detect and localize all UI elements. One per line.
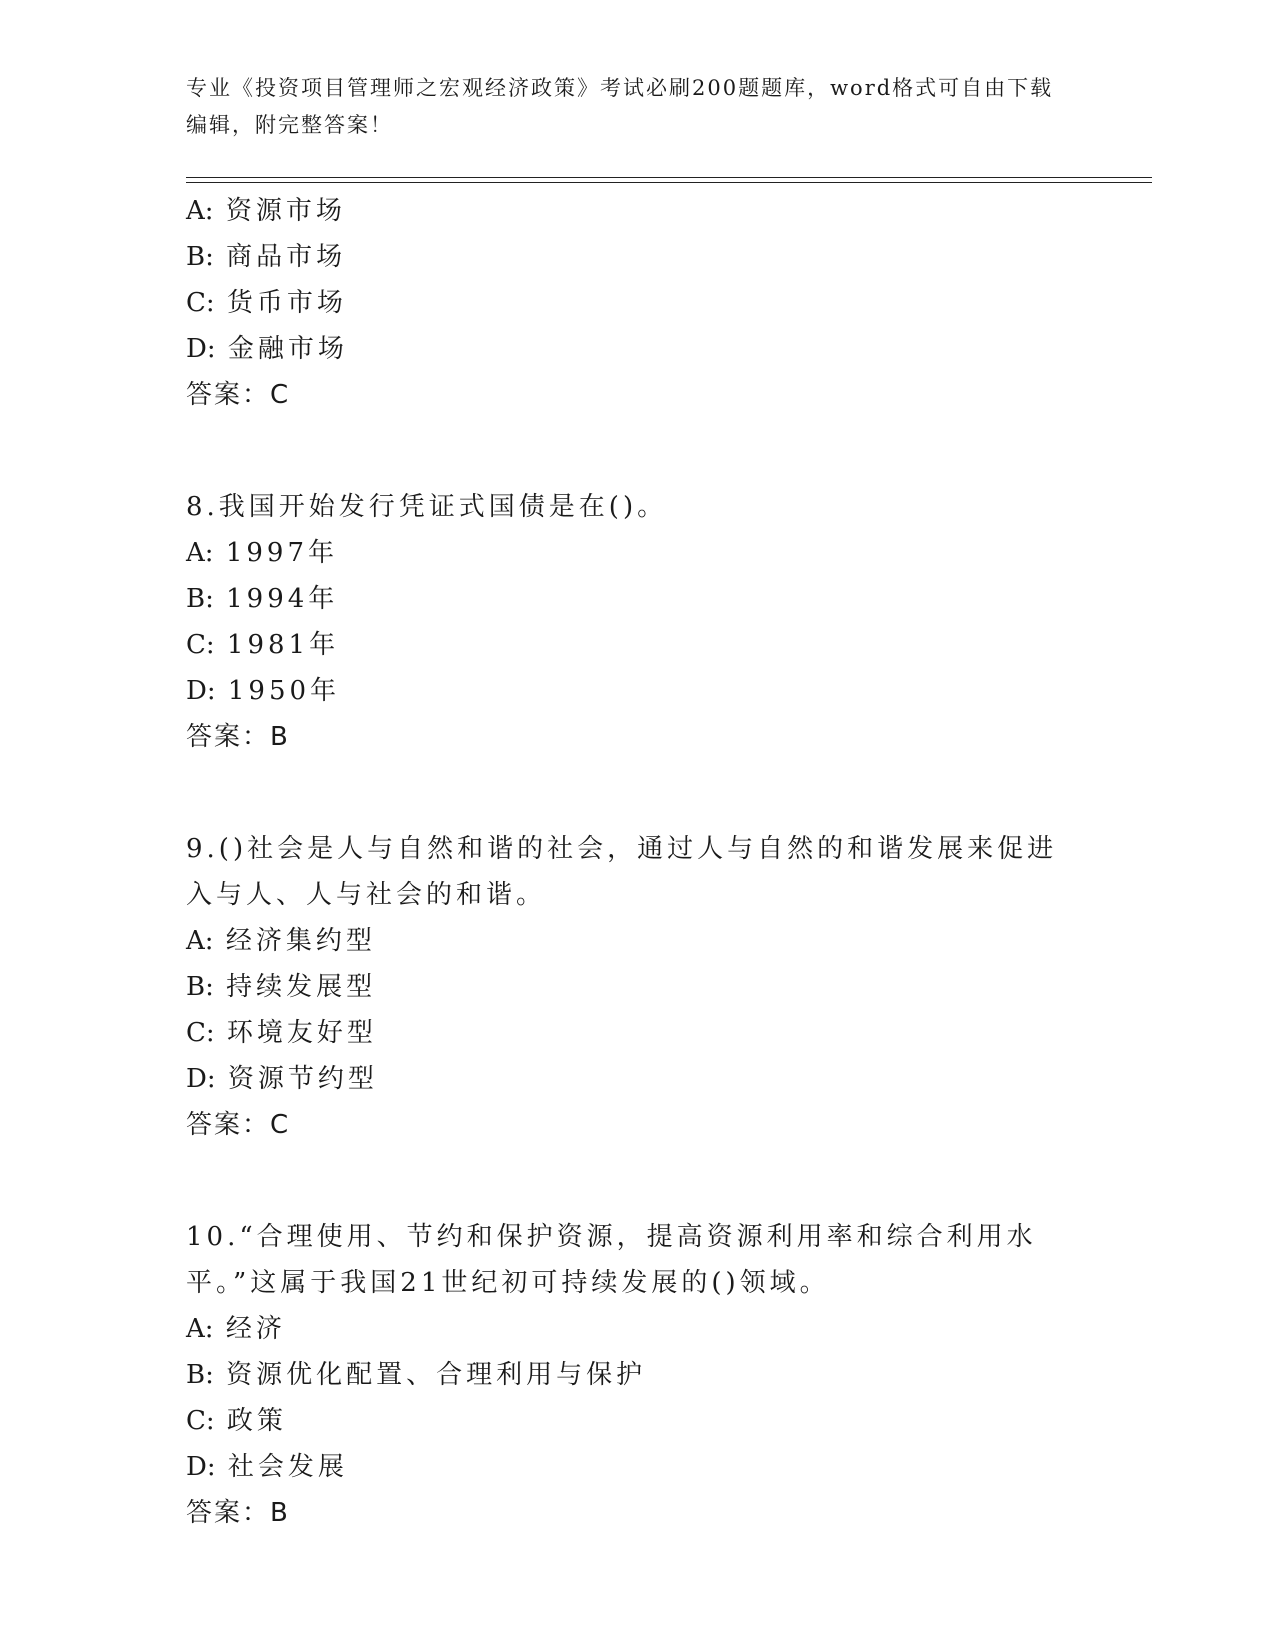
question-stem: 8.我国开始发行凭证式国债是在()。	[186, 492, 668, 522]
question-block-partial	[186, 188, 1146, 418]
answer-line: 答案：B	[186, 1498, 290, 1528]
header-divider-top	[186, 177, 1152, 178]
option-b: B: 资源优化配置、合理利用与保护	[186, 1360, 647, 1390]
document-header: 专业《投资项目管理师之宏观经济政策》考试必刷200题题库，word格式可自由下载编辑，附完整答案！	[186, 76, 1054, 137]
question-block-9	[186, 826, 1146, 1148]
question-block-10	[186, 1214, 1146, 1536]
option-d: D: 1950年	[186, 676, 341, 706]
option-c: C: 1981年	[186, 630, 340, 660]
option-a: A: 1997年	[186, 538, 338, 568]
option-d: D: 社会发展	[186, 1452, 348, 1482]
question-stem: 9.()社会是人与自然和谐的社会，通过人与自然的和谐发展来促进入与人、人与社会的和谐。	[186, 834, 1058, 910]
question-list	[186, 188, 1146, 1536]
option-d: D: 金融市场	[186, 334, 348, 364]
option-a: A: 经济	[186, 1314, 286, 1344]
header-divider-bottom	[186, 182, 1152, 183]
option-a: A: 资源市场	[186, 196, 346, 226]
option-a: A: 经济集约型	[186, 926, 376, 956]
option-c: C: 政策	[186, 1406, 287, 1436]
answer-line: 答案：C	[186, 380, 291, 410]
answer-line: 答案：C	[186, 1110, 291, 1140]
question-block-8	[186, 484, 1146, 760]
answer-line: 答案：B	[186, 722, 290, 752]
question-stem: 10.“合理使用、节约和保护资源，提高资源利用率和综合利用水平。”这属于我国21世纪初可持续发展的()领域。	[186, 1222, 1037, 1298]
option-b: B: 1994年	[186, 584, 339, 614]
option-c: C: 环境友好型	[186, 1018, 377, 1048]
option-c: C: 货币市场	[186, 288, 347, 318]
option-d: D: 资源节约型	[186, 1064, 378, 1094]
option-b: B: 商品市场	[186, 242, 347, 272]
option-b: B: 持续发展型	[186, 972, 377, 1002]
